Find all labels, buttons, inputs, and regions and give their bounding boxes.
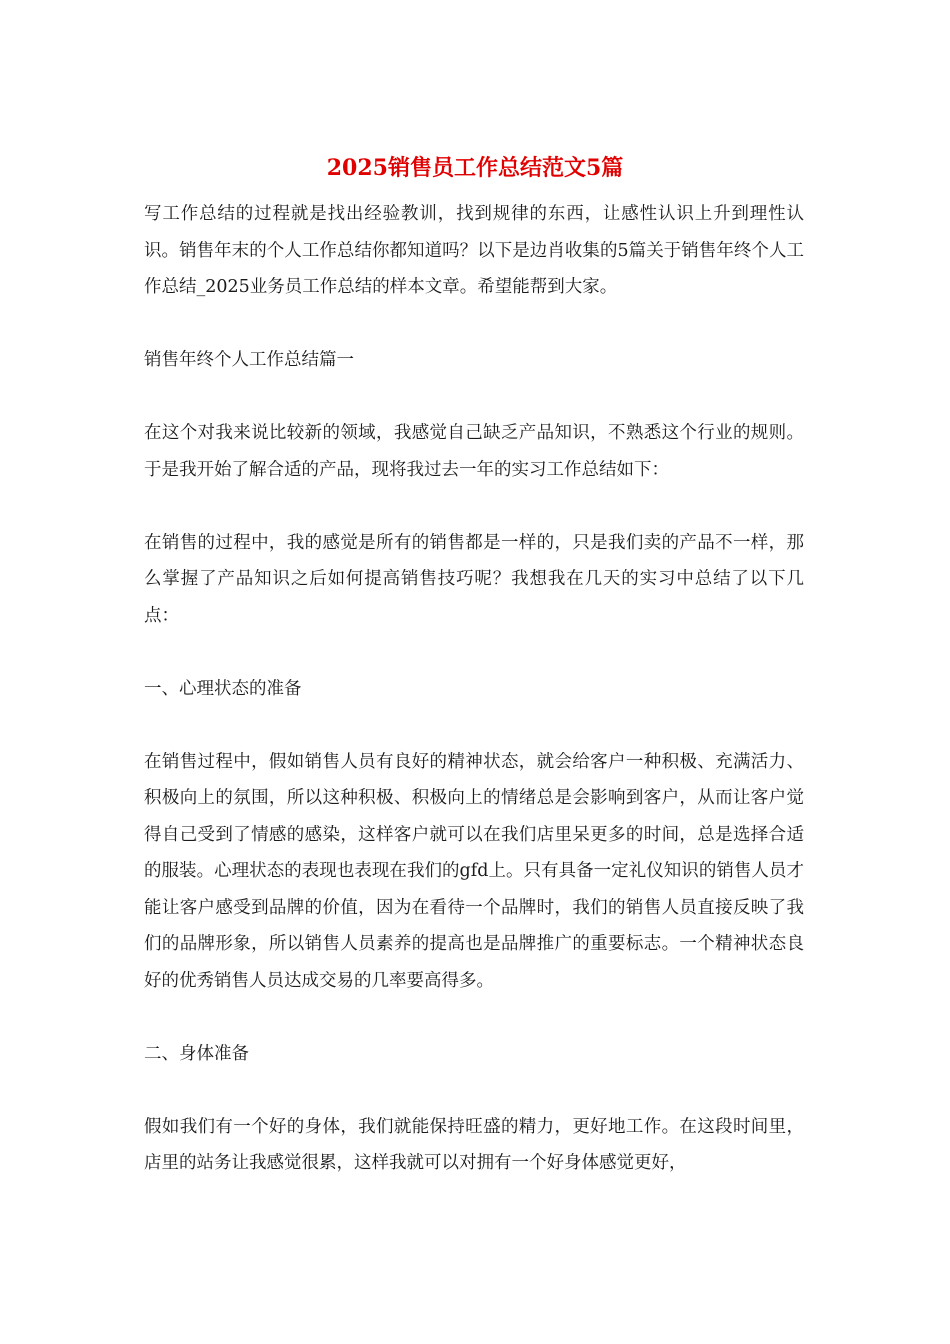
body-paragraph: 在销售的过程中，我的感觉是所有的销售都是一样的，只是我们卖的产品不一样，那么掌握了产品知识之后如何提高销售技巧呢？我想我在几天的实习中总结了以下几点： [144,532,804,626]
document-title: 2025销售员工作总结范文5篇 [326,155,624,181]
subsection-heading: 二、身体准备 [144,1043,249,1064]
body-paragraph: 在销售过程中，假如销售人员有良好的精神状态，就会给客户一种积极、充满活力、积极向上的氛围，所以这种积极、积极向上的情绪总是会影响到客户，从而让客户觉得自己受到了情感的感染，这样客户就可以在我们店里呆更多的时间，总是选择合适的服装。心理状态的表现也表现在我们的gfd上。只有具备一定礼仪知识的销售人员才能让客户感受到品牌的价值，因为在看待一个品牌时，我们的销售人员直接反映了我们的品牌形象，所以销售人员素养的提高也是品牌推广的重要标志。一个精神状态良好的优秀销售人员达成交易的几率要高得多。 [144,751,804,991]
intro-paragraph: 写工作总结的过程就是找出经验教训，找到规律的东西，让感性认识上升到理性认识。销售年末的个人工作总结你都知道吗？以下是边肖收集的5篇关于销售年终个人工作总结_2025业务员工作总结的样本文章。希望能帮到大家。 [144,204,804,297]
subsection-heading: 一、心理状态的准备 [144,678,302,699]
section-heading: 销售年终个人工作总结篇一 [144,350,354,370]
body-paragraph: 假如我们有一个好的身体，我们就能保持旺盛的精力，更好地工作。在这段时间里，店里的站务让我感觉很累，这样我就可以对拥有一个好身体感觉更好， [144,1116,804,1173]
document-body [144,196,804,1218]
body-paragraph: 在这个对我来说比较新的领域，我感觉自己缺乏产品知识，不熟悉这个行业的规则。于是我开始了解合适的产品，现将我过去一年的实习工作总结如下： [144,423,804,480]
